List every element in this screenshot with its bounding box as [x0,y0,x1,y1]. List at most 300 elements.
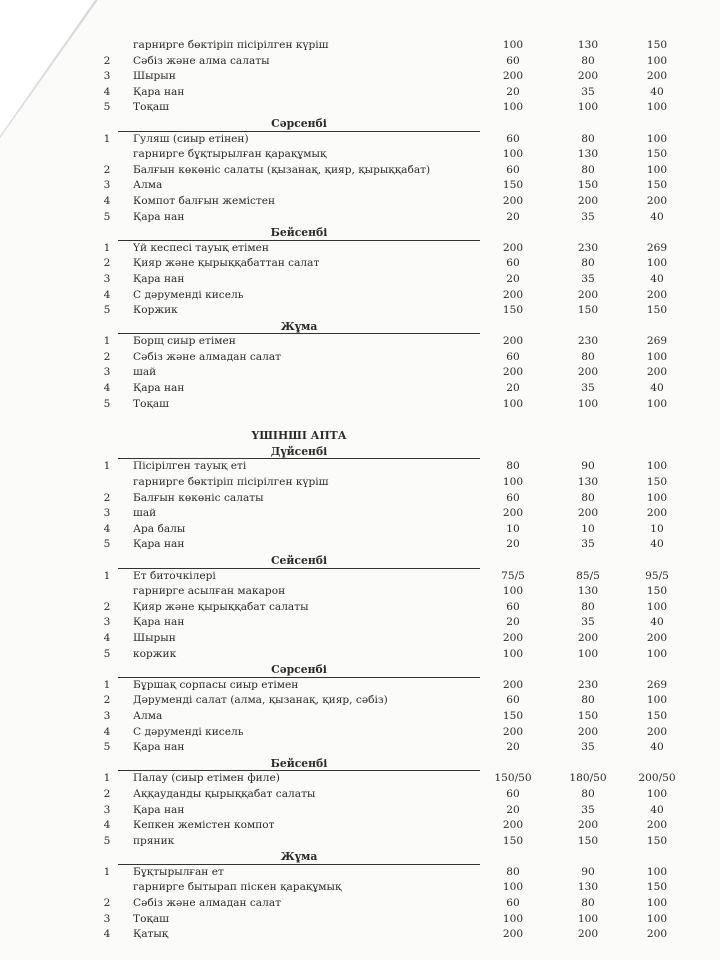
dish-name: Қара нан [133,272,185,285]
item-number: 2 [103,350,111,363]
portion-age-group-3: 269 [646,335,668,348]
portion-age-group-3: 100 [646,397,668,410]
day-heading-text: Жұма [280,850,318,864]
menu-row [0,132,720,148]
portion-age-group-1: 200 [502,725,524,738]
item-number: 1 [103,865,111,878]
dish-name: Алма [133,709,163,722]
dish-name: Гуляш (сиыр етінен) [133,132,249,145]
portion-age-group-3: 100 [646,54,668,67]
dish-name: Балғын көкөніс салаты (қызанақ, қияр, қырыққабат) [133,163,431,176]
portion-age-group-1: 200 [502,631,524,644]
portion-age-group-1: 20 [506,85,520,98]
dish-name: Сәбіз және алма салаты [133,54,270,67]
dish-name: Қатық [133,928,169,941]
portion-age-group-3: 150 [646,881,668,894]
day-heading-text: Бейсенбі [270,756,328,770]
portion-age-group-1: 200 [502,70,524,83]
dish-name: Компот балғын жемістен [133,194,276,207]
portion-age-group-3: 40 [650,85,664,98]
portion-age-group-1: 20 [506,210,520,223]
portion-age-group-3: 100 [646,600,668,613]
day-heading [0,756,720,772]
dish-name: гарнирге асылған макарон [133,585,286,598]
dish-name: Алма [133,179,163,192]
portion-age-group-3: 150 [646,585,668,598]
portion-age-group-1: 20 [506,616,520,629]
portion-age-group-3: 100 [646,350,668,363]
menu-row [0,740,720,756]
dish-name: Ет биточкілері [133,569,216,582]
menu-row [0,272,720,288]
portion-age-group-3: 150 [646,304,668,317]
portion-age-group-3: 100 [646,491,668,504]
dish-name: Тоқаш [133,397,170,410]
menu-row [0,569,720,585]
portion-age-group-3: 200/50 [638,772,676,785]
item-number: 3 [103,272,111,285]
portion-age-group-2: 80 [581,132,595,145]
portion-age-group-2: 35 [581,803,595,816]
portion-age-group-1: 20 [506,538,520,551]
menu-row [0,334,720,350]
item-number: 5 [103,538,111,551]
portion-age-group-1: 60 [506,257,520,270]
portion-age-group-1: 150 [502,834,524,847]
portion-age-group-1: 60 [506,694,520,707]
portion-age-group-2: 80 [581,257,595,270]
item-number: 1 [103,132,111,145]
dish-name: Кепкен жемістен компот [133,819,275,832]
item-number: 2 [103,491,111,504]
menu-row [0,647,720,663]
dish-name: Қара нан [133,803,185,816]
menu-row [0,69,720,85]
dish-name: Пісірілген тауық еті [133,460,247,473]
dish-name: Аққауданды қырыққабат салаты [133,787,316,800]
dish-name: Шырын [133,70,176,83]
portion-age-group-1: 100 [502,647,524,660]
menu-row [0,54,720,70]
portion-age-group-2: 80 [581,600,595,613]
portion-age-group-1: 10 [506,522,520,535]
menu-row [0,288,720,304]
portion-age-group-3: 200 [646,366,668,379]
menu-row [0,38,720,54]
menu-row [0,818,720,834]
menu-row [0,241,720,257]
portion-age-group-2: 100 [577,101,599,114]
item-number: 2 [103,163,111,176]
week-title-text: ҮШІНШІ АПТА [251,429,347,443]
portion-age-group-3: 100 [646,163,668,176]
menu-row [0,256,720,272]
portion-age-group-2: 200 [577,631,599,644]
dish-name: Коржик [133,304,178,317]
portion-age-group-3: 150 [646,834,668,847]
portion-age-group-2: 150 [577,834,599,847]
menu-row [0,475,720,491]
portion-age-group-2: 80 [581,897,595,910]
portion-age-group-3: 100 [646,132,668,145]
menu-row [0,693,720,709]
portion-age-group-1: 150 [502,179,524,192]
portion-age-group-1: 200 [502,678,524,691]
portion-age-group-1: 20 [506,272,520,285]
portion-age-group-2: 35 [581,210,595,223]
portion-age-group-2: 180/50 [569,772,607,785]
portion-age-group-1: 20 [506,382,520,395]
portion-age-group-3: 200 [646,631,668,644]
day-heading-text: Дүйсенбі [270,444,328,458]
dish-name: Қияр және қырыққабаттан салат [133,257,320,270]
portion-age-group-2: 90 [581,865,595,878]
dish-name: Қара нан [133,85,185,98]
item-number: 1 [103,335,111,348]
portion-age-group-3: 269 [646,241,668,254]
item-number: 5 [103,210,111,223]
dish-name: шай [133,366,157,379]
item-number: 3 [103,709,111,722]
portion-age-group-2: 150 [577,179,599,192]
section-spacer [0,412,720,428]
item-number: 5 [103,397,111,410]
portion-age-group-2: 10 [581,522,595,535]
item-number: 2 [103,897,111,910]
menu-row [0,865,720,881]
portion-age-group-2: 80 [581,694,595,707]
portion-age-group-3: 200 [646,819,668,832]
portion-age-group-1: 60 [506,163,520,176]
portion-age-group-3: 100 [646,460,668,473]
item-number: 4 [103,928,111,941]
item-number: 2 [103,787,111,800]
portion-age-group-1: 100 [502,39,524,51]
menu-row [0,100,720,116]
portion-age-group-1: 20 [506,803,520,816]
item-number: 5 [103,304,111,317]
item-number: 4 [103,85,111,98]
portion-age-group-1: 100 [502,397,524,410]
day-heading [0,444,720,460]
menu-row [0,615,720,631]
dish-name: Тоқаш [133,912,170,925]
portion-age-group-2: 130 [577,39,599,51]
dish-name: Шырын [133,631,176,644]
portion-age-group-2: 150 [577,709,599,722]
portion-age-group-2: 80 [581,163,595,176]
dish-name: С дәруменді кисель [133,288,244,301]
item-number: 5 [103,647,111,660]
menu-row [0,163,720,179]
menu-row [0,880,720,896]
item-number: 2 [103,54,111,67]
dish-name: Үй кеспесі тауық етімен [133,241,269,254]
portion-age-group-3: 40 [650,210,664,223]
menu-row [0,365,720,381]
portion-age-group-3: 150 [646,148,668,161]
day-heading-text: Сәрсенбі [271,663,327,677]
portion-age-group-2: 200 [577,819,599,832]
menu-row [0,303,720,319]
portion-age-group-1: 60 [506,897,520,910]
portion-age-group-2: 35 [581,85,595,98]
portion-age-group-1: 150 [502,709,524,722]
portion-age-group-1: 100 [502,585,524,598]
portion-age-group-2: 230 [577,241,599,254]
item-number: 2 [103,257,111,270]
dish-name: Қара нан [133,210,185,223]
menu-row [0,896,720,912]
portion-age-group-1: 60 [506,350,520,363]
item-number: 1 [103,569,111,582]
day-heading-text: Сейсенбі [270,554,328,567]
menu-row [0,397,720,413]
dish-name: Қияр және қырыққабат салаты [133,600,309,613]
menu-row [0,803,720,819]
portion-age-group-3: 200 [646,288,668,301]
portion-age-group-1: 60 [506,132,520,145]
portion-age-group-1: 200 [502,928,524,941]
portion-age-group-2: 35 [581,272,595,285]
portion-age-group-2: 35 [581,382,595,395]
day-heading [0,849,720,865]
portion-age-group-2: 200 [577,725,599,738]
menu-row [0,678,720,694]
item-number: 1 [103,678,111,691]
dish-name: Сәбіз және алмадан салат [133,897,282,910]
portion-age-group-3: 40 [650,803,664,816]
portion-age-group-3: 200 [646,928,668,941]
portion-age-group-2: 80 [581,54,595,67]
portion-age-group-2: 200 [577,928,599,941]
item-number: 2 [103,600,111,613]
portion-age-group-1: 100 [502,101,524,114]
menu-document [0,38,720,943]
dish-name: пряник [133,834,175,847]
portion-age-group-2: 200 [577,194,599,207]
menu-row [0,194,720,210]
portion-age-group-3: 100 [646,257,668,270]
menu-row [0,147,720,163]
item-number: 4 [103,725,111,738]
menu-row [0,771,720,787]
menu-row [0,787,720,803]
day-heading [0,553,720,569]
day-heading [0,662,720,678]
item-number: 4 [103,522,111,535]
dish-name: гарнирге бытырап піскен қарақұмық [133,881,342,894]
portion-age-group-2: 230 [577,335,599,348]
menu-row [0,600,720,616]
portion-age-group-1: 200 [502,366,524,379]
portion-age-group-1: 100 [502,912,524,925]
dish-name: С дәруменді кисель [133,725,244,738]
portion-age-group-1: 60 [506,600,520,613]
portion-age-group-2: 130 [577,881,599,894]
menu-row [0,459,720,475]
portion-age-group-3: 100 [646,787,668,800]
menu-row [0,85,720,101]
item-number: 3 [103,616,111,629]
portion-age-group-1: 200 [502,507,524,520]
dish-name: Бұқтырылған ет [133,865,224,878]
portion-age-group-3: 10 [650,522,664,535]
portion-age-group-2: 80 [581,787,595,800]
portion-age-group-3: 150 [646,476,668,489]
portion-age-group-3: 40 [650,538,664,551]
dish-name: Дәруменді салат (алма, қызанақ, қияр, сәбіз) [133,694,388,707]
menu-row [0,522,720,538]
menu-row [0,381,720,397]
menu-row [0,506,720,522]
day-heading-text: Сәрсенбі [271,116,327,130]
dish-name: Тоқаш [133,101,170,114]
dish-name: шай [133,507,157,520]
item-number: 4 [103,194,111,207]
portion-age-group-1: 60 [506,787,520,800]
portion-age-group-2: 80 [581,350,595,363]
portion-age-group-3: 200 [646,725,668,738]
portion-age-group-2: 35 [581,741,595,754]
portion-age-group-1: 200 [502,335,524,348]
portion-age-group-1: 80 [506,865,520,878]
portion-age-group-1: 150/50 [494,772,532,785]
portion-age-group-3: 150 [646,709,668,722]
portion-age-group-2: 130 [577,585,599,598]
portion-age-group-3: 40 [650,741,664,754]
portion-age-group-1: 80 [506,460,520,473]
item-number: 4 [103,631,111,644]
dish-name: Бұршақ сорпасы сиыр етімен [133,678,299,691]
portion-age-group-3: 100 [646,694,668,707]
dish-name: Сәбіз және алмадан салат [133,350,282,363]
item-number: 3 [103,179,111,192]
menu-row [0,709,720,725]
menu-row [0,725,720,741]
item-number: 3 [103,366,111,379]
week-title [0,428,720,444]
portion-age-group-3: 40 [650,616,664,629]
portion-age-group-2: 230 [577,678,599,691]
item-number: 1 [103,460,111,473]
portion-age-group-3: 200 [646,70,668,83]
dish-name: коржик [133,647,177,660]
portion-age-group-2: 130 [577,476,599,489]
menu-row [0,491,720,507]
portion-age-group-3: 95/5 [645,569,669,582]
portion-age-group-2: 200 [577,507,599,520]
portion-age-group-3: 269 [646,678,668,691]
menu-row [0,178,720,194]
portion-age-group-2: 90 [581,460,595,473]
portion-age-group-3: 200 [646,507,668,520]
menu-row [0,834,720,850]
portion-age-group-2: 200 [577,288,599,301]
portion-age-group-3: 150 [646,39,668,51]
day-heading-text: Жұма [280,319,318,333]
portion-age-group-1: 60 [506,491,520,504]
portion-age-group-1: 20 [506,741,520,754]
portion-age-group-2: 100 [577,397,599,410]
portion-age-group-3: 100 [646,912,668,925]
item-number: 3 [103,70,111,83]
item-number: 3 [103,507,111,520]
item-number: 4 [103,382,111,395]
dish-name: Қара нан [133,741,185,754]
portion-age-group-1: 75/5 [501,569,525,582]
item-number: 5 [103,741,111,754]
day-heading [0,319,720,335]
portion-age-group-1: 200 [502,241,524,254]
portion-age-group-2: 200 [577,70,599,83]
portion-age-group-2: 80 [581,491,595,504]
portion-age-group-2: 150 [577,304,599,317]
item-number: 5 [103,834,111,847]
dish-name: Палау (сиыр етімен филе) [133,772,280,785]
item-number: 3 [103,912,111,925]
item-number: 1 [103,241,111,254]
day-heading [0,116,720,132]
portion-age-group-3: 100 [646,865,668,878]
portion-age-group-2: 85/5 [576,569,600,582]
item-number: 1 [103,772,111,785]
dish-name: Ара балы [133,522,186,535]
portion-age-group-3: 200 [646,194,668,207]
portion-age-group-3: 100 [646,101,668,114]
dish-name: гарнирге бұқтырылған қарақұмық [133,148,327,161]
portion-age-group-3: 100 [646,647,668,660]
menu-row [0,210,720,226]
menu-row [0,584,720,600]
portion-age-group-1: 100 [502,881,524,894]
dish-name: Балғын көкөніс салаты [133,491,264,504]
portion-age-group-1: 200 [502,819,524,832]
portion-age-group-2: 100 [577,912,599,925]
portion-age-group-1: 60 [506,54,520,67]
item-number: 4 [103,819,111,832]
portion-age-group-3: 150 [646,179,668,192]
portion-age-group-1: 100 [502,148,524,161]
item-number: 4 [103,288,111,301]
portion-age-group-3: 100 [646,897,668,910]
day-heading-text: Бейсенбі [270,226,328,240]
portion-age-group-3: 40 [650,382,664,395]
portion-age-group-1: 100 [502,476,524,489]
dish-name: гарнирге бөктіріп пісірілген күріш [133,476,329,489]
portion-age-group-2: 35 [581,616,595,629]
dish-name: Қара нан [133,538,185,551]
portion-age-group-1: 200 [502,288,524,301]
menu-row [0,631,720,647]
item-number: 5 [103,101,111,114]
dish-name: Қара нан [133,382,185,395]
portion-age-group-1: 150 [502,304,524,317]
menu-row [0,350,720,366]
portion-age-group-2: 35 [581,538,595,551]
menu-row [0,537,720,553]
portion-age-group-3: 40 [650,272,664,285]
menu-row [0,912,720,928]
portion-age-group-2: 130 [577,148,599,161]
portion-age-group-2: 200 [577,366,599,379]
item-number: 2 [103,694,111,707]
portion-age-group-2: 100 [577,647,599,660]
dish-name: гарнирге бөктіріп пісірілген күріш [133,39,329,51]
menu-row [0,927,720,943]
day-heading [0,225,720,241]
dish-name: Қара нан [133,616,185,629]
